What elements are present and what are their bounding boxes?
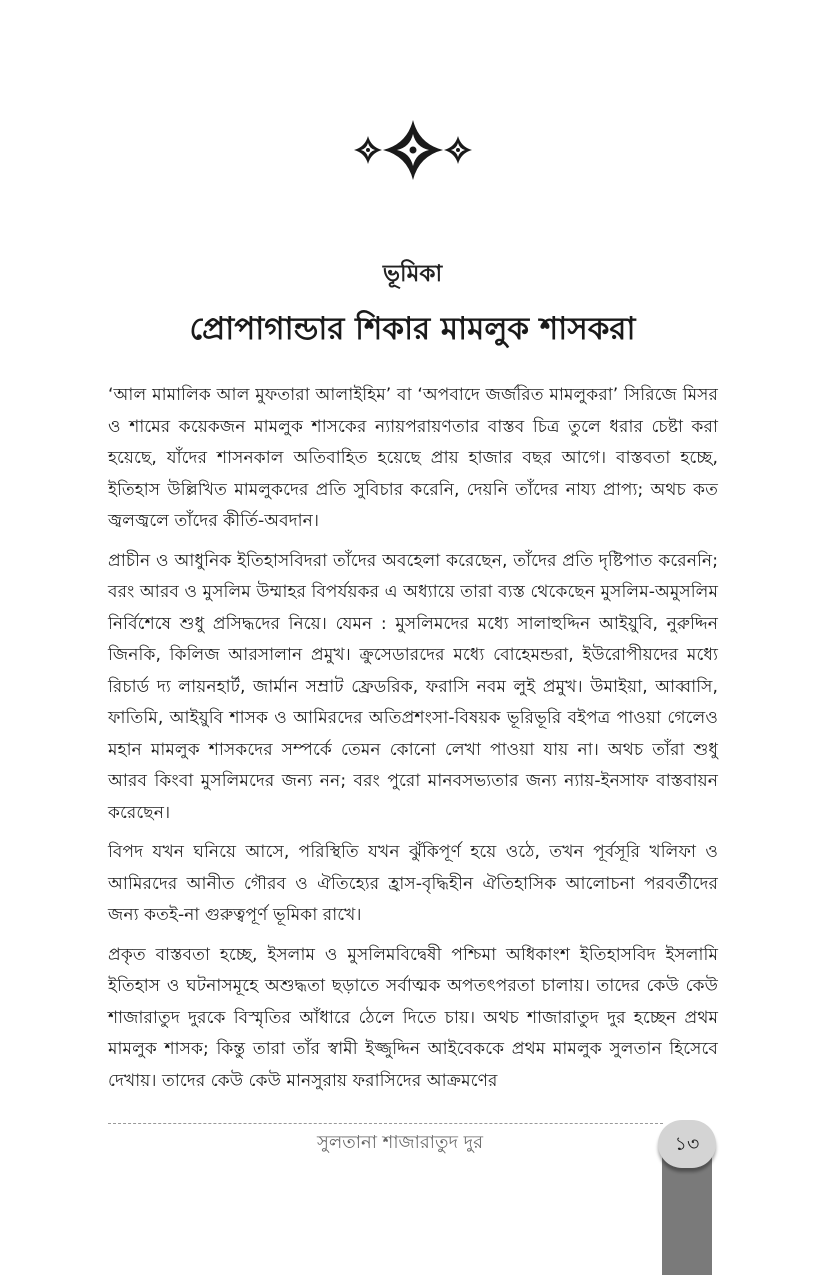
footer-divider	[108, 1123, 663, 1124]
ornament	[0, 118, 825, 182]
paragraph-2: প্রাচীন ও আধুনিক ইতিহাসবিদরা তাঁদের অবহেলা করেছেন, তাঁদের প্রতি দৃষ্টিপাত করেননি; বরং আরব ও মুসলিম উম্মাহর বিপর্যয়কর এ অধ্যায়ে তারা ব্যস্ত থেকেছেন মুসলিম-অমুসলিম নির্বিশেষে শুধু প্রসিদ্ধদের নিয়ে। যেমন : মুসলিমদের মধ্যে সালাহুদ্দিন আইয়ুবি, নুরুদ্দিন জিনকি, কিলিজ আরসালান প্রমুখ। ক্রুসেডারদের মধ্যে বোহেমন্ডরা, ইউরোপীয়দের মধ্যে রিচার্ড দ্য লায়নহার্ট, জার্মান সম্রাট ফ্রেডরিক, ফরাসি নবম লুই প্রমুখ। উমাইয়া, আব্বাসি, ফাতিমি, আইয়ুবি শাসক ও আমিরদের অতিপ্রশংসা-বিষয়ক ভূরিভূরি বইপত্র পাওয়া গেলেও মহান মামলুক শাসকদের সম্পর্কে তেমন কোনো লেখা পাওয়া যায় না। অথচ তাঁরা শুধু আরব কিংবা মুসলিমদের জন্য নন; বরং পুরো মানবসভ্যতার জন্য ন্যায়-ইনসাফ বাস্তবায়ন করেছেন।	[108, 550, 718, 823]
page-number: ১৩	[674, 1133, 700, 1155]
body-text	[108, 380, 718, 1105]
running-footer-title: সুলতানা শাজারাতুদ দুর	[316, 1132, 484, 1153]
four-point-star-ornament-icon	[348, 118, 478, 182]
paragraph-3: বিপদ যখন ঘনিয়ে আসে, পরিস্থিতি যখন ঝুঁকিপূর্ণ হয়ে ওঠে, তখন পূর্বসূরি খলিফা ও আমিরদের আনীত গৌরব ও ঐতিহ্যের হ্রাস-বৃদ্ধিহীন ঐতিহাসিক আলোচনা পরবর্তীদের জন্য কতই-না গুরুত্বপূর্ণ ভূমিকা রাখে।	[108, 842, 718, 925]
paragraph-1: ‘আল মামালিক আল মুফতারা আলাইহিম’ বা ‘অপবাদে জর্জরিত মামলুকরা’ সিরিজে মিসর ও শামের কয়েকজন মামলুক শাসকের ন্যায়পরায়ণতার বাস্তব চিত্র তুলে ধরার চেষ্টা করা হয়েছে, যাঁদের শাসনকাল অতিবাহিত হয়েছে প্রায় হাজার বছর আগে। বাস্তবতা হচ্ছে, ইতিহাস উল্লিখিত মামলুকদের প্রতি সুবিচার করেনি, দেয়নি তাঁদের নায্য প্রাপ্য; অথচ কত জ্বলজ্বলে তাঁদের কীর্তি-অবদান।	[108, 385, 718, 531]
paragraph-4: প্রকৃত বাস্তবতা হচ্ছে, ইসলাম ও মুসলিমবিদ্বেষী পশ্চিমা অধিকাংশ ইতিহাসবিদ ইসলামি ইতিহাস ও ঘটনাসমূহে অশুদ্ধতা ছড়াতে সর্বাত্মক অপতৎপরতা চালায়। তাদের কেউ কেউ শাজারাতুদ দুরকে বিস্মৃতির আঁধারে ঠেলে দিতে চায়। অথচ শাজারাতুদ দুর হচ্ছেন প্রথম মামলুক শাসক; কিন্তু তারা তাঁর স্বামী ইজ্জুদ্দিন আইবেককে প্রথম মামলুক সুলতান হিসেবে দেখায়। তাদের কেউ কেউ মানসুরায় ফরাসিদের আক্রমণের	[108, 944, 718, 1091]
section-label: ভূমিকা	[382, 261, 443, 287]
chapter-title: প্রোপাগান্ডার শিকার মামলুক শাসকরা	[189, 311, 636, 347]
